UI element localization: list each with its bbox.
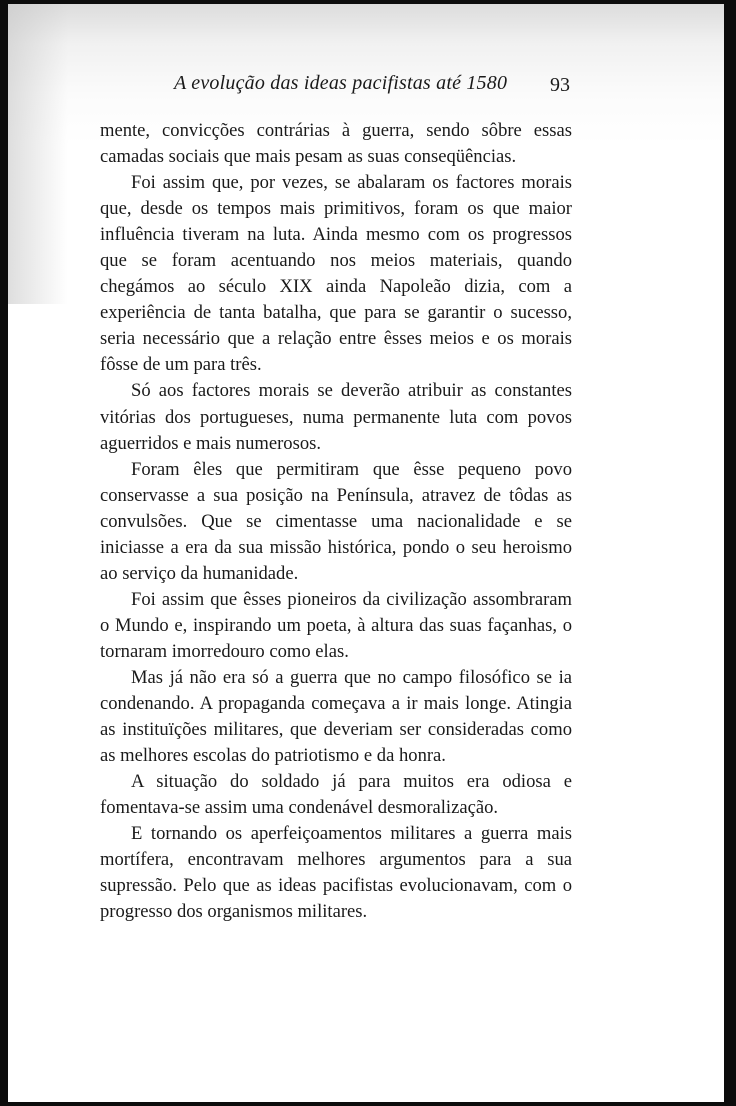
paragraph: Foi assim que êsses pioneiros da civilização assombraram o Mundo e, inspirando um poeta, à altura das suas façanhas, o tornaram imorredouro como elas. [100,588,572,662]
paragraph: Só aos factores morais se deverão atribuir as constantes vitórias dos portugueses, numa permanente luta com povos aguerridos e mais numerosos. [100,380,572,454]
paragraph: Foi assim que, por vezes, se abalaram os factores morais que, desde os tempos mais primitivos, foram os que maior influência tiveram na luta. Ainda mesmo com os progressos que se foram acentuando nos meios materiais, quando chegámos ao século XIX ainda Napoleão dizia, com a experiência de tanta batalha, que para se garantir o sucesso, seria necessário que a relação entre êsses meios e os morais fôsse de um para três. [100,172,572,376]
running-title: A evolução das ideas pacifistas até 1580 [174,72,508,94]
body-text [100,118,572,925]
page-number: 93 [550,74,570,96]
page-header [100,72,572,104]
scan-shadow [8,4,68,304]
paragraph: mente, convicções contrárias à guerra, sendo sôbre essas camadas sociais que mais pesam as suas conseqüências. [100,120,572,168]
paragraph: A situação do soldado já para muitos era odiosa e fomentava-se assim uma condenável desmoralização. [100,771,572,819]
paragraph: Foram êles que permitiram que êsse pequeno povo conservasse a sua posição na Península, atravez de tôdas as convulsões. Que se cimentasse uma nacionalidade e se iniciasse a era da sua missão histórica, pondo o seu heroismo ao serviço da humanidade. [100,458,572,584]
paragraph: Mas já não era só a guerra que no campo filosófico se ia condenando. A propaganda começava a ir mais longe. Atingia as instituïções militares, que deveriam ser consideradas como as melhores escolas do patriotismo e da honra. [100,666,572,767]
paragraph: E tornando os aperfeiçoamentos militares a guerra mais mortífera, encontravam melhores argumentos para a sua supressão. Pelo que as ideas pacifistas evolucionavam, com o progresso dos organismos militares. [100,823,572,923]
